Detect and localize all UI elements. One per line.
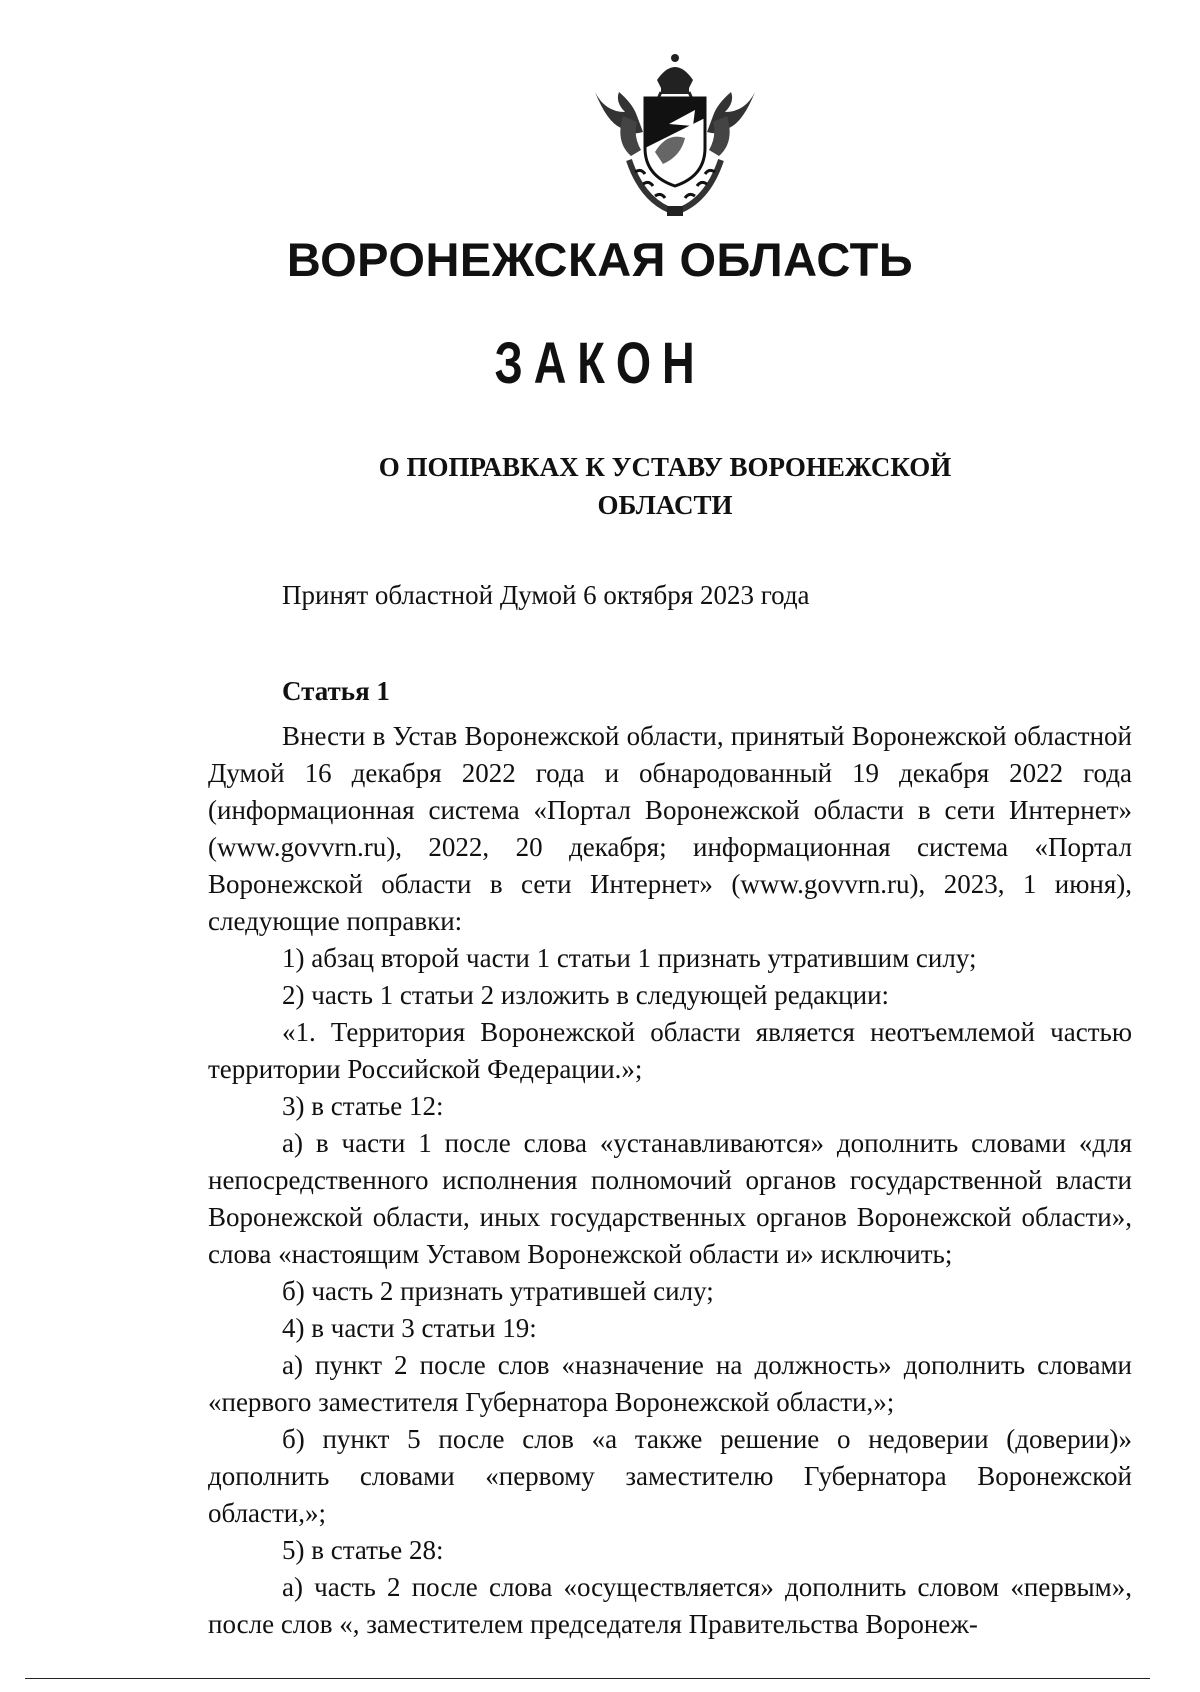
amendment-item: 4) в части 3 статьи 19: [282, 1313, 537, 1343]
law-subject [0, 448, 1200, 524]
coat-of-arms-icon [585, 52, 765, 222]
amendment-item: б) пункт 5 после слов «а также решение о недоверии (доверии)» дополнить словами «первому заместителю Губернатора Воронежской области,»; [208, 1424, 1132, 1528]
amendment-item: б) часть 2 признать утратившей силу; [282, 1276, 714, 1306]
amendments-list [208, 940, 1132, 1643]
article-intro [208, 718, 1132, 940]
amendment-item: а) часть 2 после слова «осуществляется» дополнить словом «первым», после слов «, заместителем председателя Правительства Воронеж- [208, 1572, 1132, 1639]
document-type-title: ЗАКОН [494, 331, 706, 396]
bottom-divider [25, 1678, 1150, 1679]
amendment-item: 1) абзац второй части 1 статьи 1 признать утратившим силу; [282, 943, 977, 973]
amendment-item: а) пункт 2 после слов «назначение на должность» дополнить словами «первого заместителя Губернатора Воронежской области,»; [208, 1350, 1132, 1417]
amendment-item: 2) часть 1 статьи 2 изложить в следующей редакции: [282, 980, 890, 1010]
region-title: ВОРОНЕЖСКАЯ ОБЛАСТЬ [286, 233, 914, 286]
amendment-item: а) в части 1 после слова «устанавливаются» дополнить словами «для непосредственного исполнения полномочий органов государственной власти Воронежской области, иных государственных органов Воронежской области», слова «настоящим Уставом Воронежской области и» исключить; [208, 1128, 1132, 1269]
adoption-date-text: Принят областной Думой 6 октября 2023 года [282, 580, 810, 610]
law-subject-line-1: О ПОПРАВКАХ К УСТАВУ ВОРОНЕЖСКОЙ [378, 452, 952, 482]
intro-paragraph: Внести в Устав Воронежской области, принятый Воронежской областной Думой 16 декабря 2022 года и обнародованный 19 декабря 2022 года (информационная система «Портал Воронежской области в сети Интернет» (www.govvrn.ru), 2022, 20 декабря; информационная система «Портал Воронежской области в сети Интернет» (www.govvrn.ru), 2023, 1 июня), следующие поправки: [208, 721, 1132, 936]
amendment-item: «1. Территория Воронежской области является неотъемлемой частью территории Российской Федерации.»; [208, 1017, 1132, 1084]
law-subject-line-2: ОБЛАСТИ [597, 490, 733, 520]
amendment-item: 3) в статье 12: [282, 1091, 444, 1121]
amendment-item: 5) в статье 28: [282, 1535, 444, 1565]
article-heading: Статья 1 [282, 676, 390, 706]
